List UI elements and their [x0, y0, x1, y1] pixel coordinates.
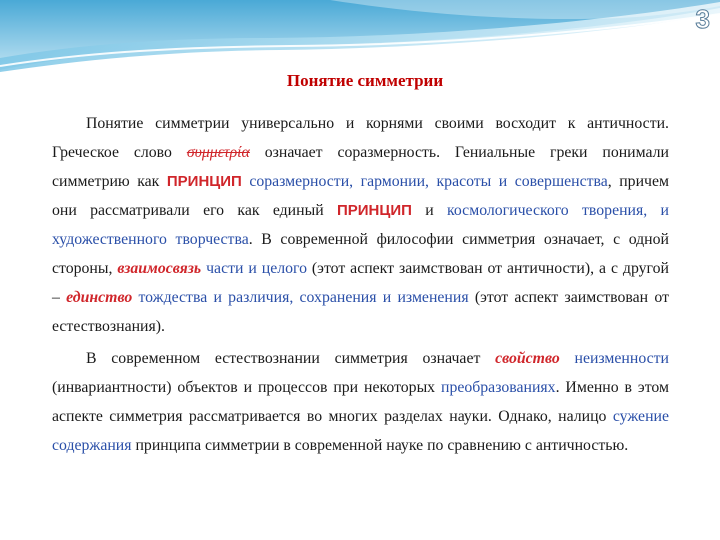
emphasis-unity: единство [66, 289, 133, 306]
text-run: , причем они рассматривали его как единый [52, 173, 669, 219]
text-run [560, 350, 575, 367]
greek-word: συμμετρία [186, 144, 250, 161]
highlight-transformations: преобразованиях [440, 379, 556, 396]
header-wave-decoration [0, 0, 720, 80]
text-run: принципа симметрии в современной науке по сравнению с античностью. [131, 437, 629, 454]
text-run: . Именно в этом аспекте симметрия рассматривается во многих разделах науки. Однако, налицо [52, 379, 669, 425]
text-run: Понятие симметрии универсально и корнями своими восходит к античности. Греческое слово [52, 115, 669, 161]
highlight-narrowing: сужение содержания [52, 408, 669, 454]
highlight-part-whole: части и целого [206, 260, 307, 277]
text-run: . В современной философии симметрия означает, с одной стороны, [52, 231, 669, 277]
text-run: (этот аспект заимствован от античности), а с другой – [52, 260, 669, 306]
slide-title: Понятие симметрии [286, 71, 444, 90]
highlight-invariance: неизменности [574, 350, 669, 367]
slide-content [52, 109, 669, 463]
highlight-identity: тождества и различия, сохранения и изменения [138, 289, 469, 306]
emphasis-property: свойство [495, 350, 560, 367]
emphasis-principle: ПРИНЦИП [166, 173, 242, 190]
emphasis-principle: ПРИНЦИП [336, 202, 412, 219]
paragraph-2 [52, 344, 669, 460]
highlight-harmony: соразмерности, гармонии, красоты и совершенства [249, 173, 608, 190]
text-run: (этот аспект заимствован от естествознания). [52, 289, 669, 335]
highlight-creation: космологического творения, и художественного творчества [52, 202, 669, 248]
text-run: В современном естествознании симметрия означает [86, 350, 496, 367]
text-run: означает соразмерность. Гениальные греки понимали симметрию как [52, 144, 669, 190]
slide-number: 3 [695, 4, 710, 34]
text-run: и [411, 202, 448, 219]
text-run: (инвариантности) объектов и процессов при некоторых [52, 379, 441, 396]
paragraph-1 [52, 109, 669, 341]
emphasis-interconnection: взаимосвязь [117, 260, 202, 277]
